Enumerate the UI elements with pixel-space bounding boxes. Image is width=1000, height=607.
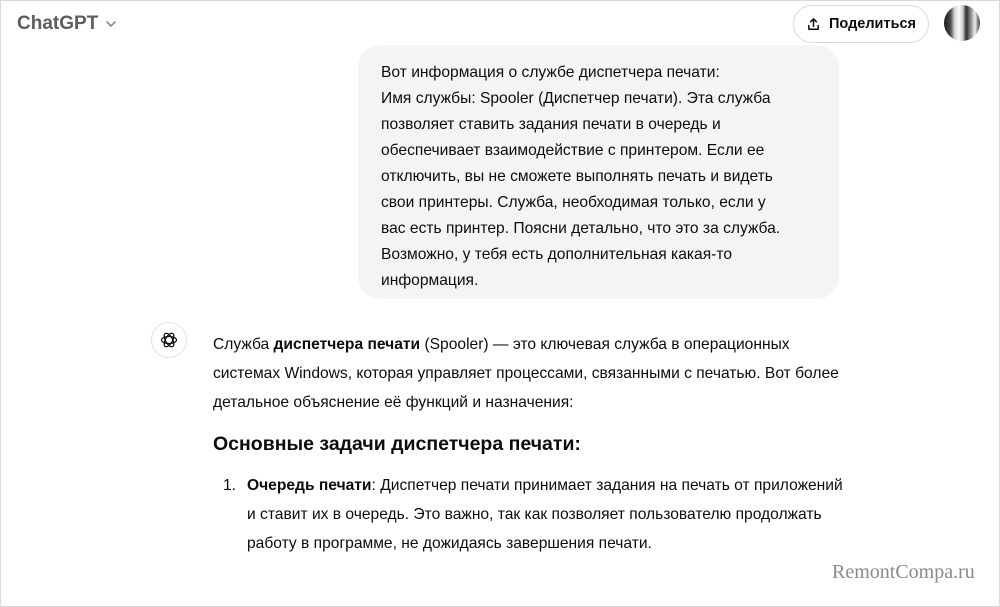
- tasks-list: [213, 471, 853, 558]
- model-name: ChatGPT: [17, 13, 99, 34]
- openai-logo-icon: [159, 330, 179, 350]
- list-item: [213, 471, 853, 558]
- intro-prefix: Служба: [213, 336, 274, 353]
- chevron-down-icon: [104, 17, 118, 31]
- intro-bold: диспетчера печати: [273, 336, 421, 353]
- assistant-avatar: [151, 322, 187, 358]
- list-item-text: : Диспетчер печати принимает задания на печать от приложений и ставит их в очередь. Это важно, так как позволяет пользователю продолжать работу в программе, не дожидаясь завершения печати.: [247, 477, 843, 552]
- model-switcher[interactable]: [17, 13, 118, 35]
- share-label: Поделиться: [828, 16, 917, 32]
- watermark: RemontCompa.ru: [832, 561, 975, 583]
- section-heading: Основные задачи диспетчера печати:: [213, 433, 581, 455]
- intro-rest: (Spooler) — это ключевая служба в операционных системах Windows, которая управляет процессами, связанными с печатью. Вот более детальное объяснение её функций и назначения:: [213, 336, 839, 411]
- assistant-message: [213, 330, 853, 558]
- share-button[interactable]: [793, 5, 929, 43]
- list-item-title: Очередь печати: [247, 477, 372, 494]
- assistant-intro: [213, 330, 853, 417]
- user-avatar[interactable]: [944, 5, 980, 41]
- list-item-number: 1.: [223, 477, 237, 494]
- user-message-text: Вот информация о службе диспетчера печати: Имя службы: Spooler (Диспетчер печати). Эта служба позволяет ставить задания печати в очередь и обеспечивает взаимодействие с принтером. Если ее отключить, вы не сможете выполнять печать и видеть свои принтеры. Служба, необходимая только, если у вас есть принтер. Поясни детально, что это за служба. Возможно, у тебя есть дополнительная какая-то информация.: [381, 64, 781, 289]
- share-icon: [806, 17, 821, 32]
- user-message-bubble: [358, 45, 839, 299]
